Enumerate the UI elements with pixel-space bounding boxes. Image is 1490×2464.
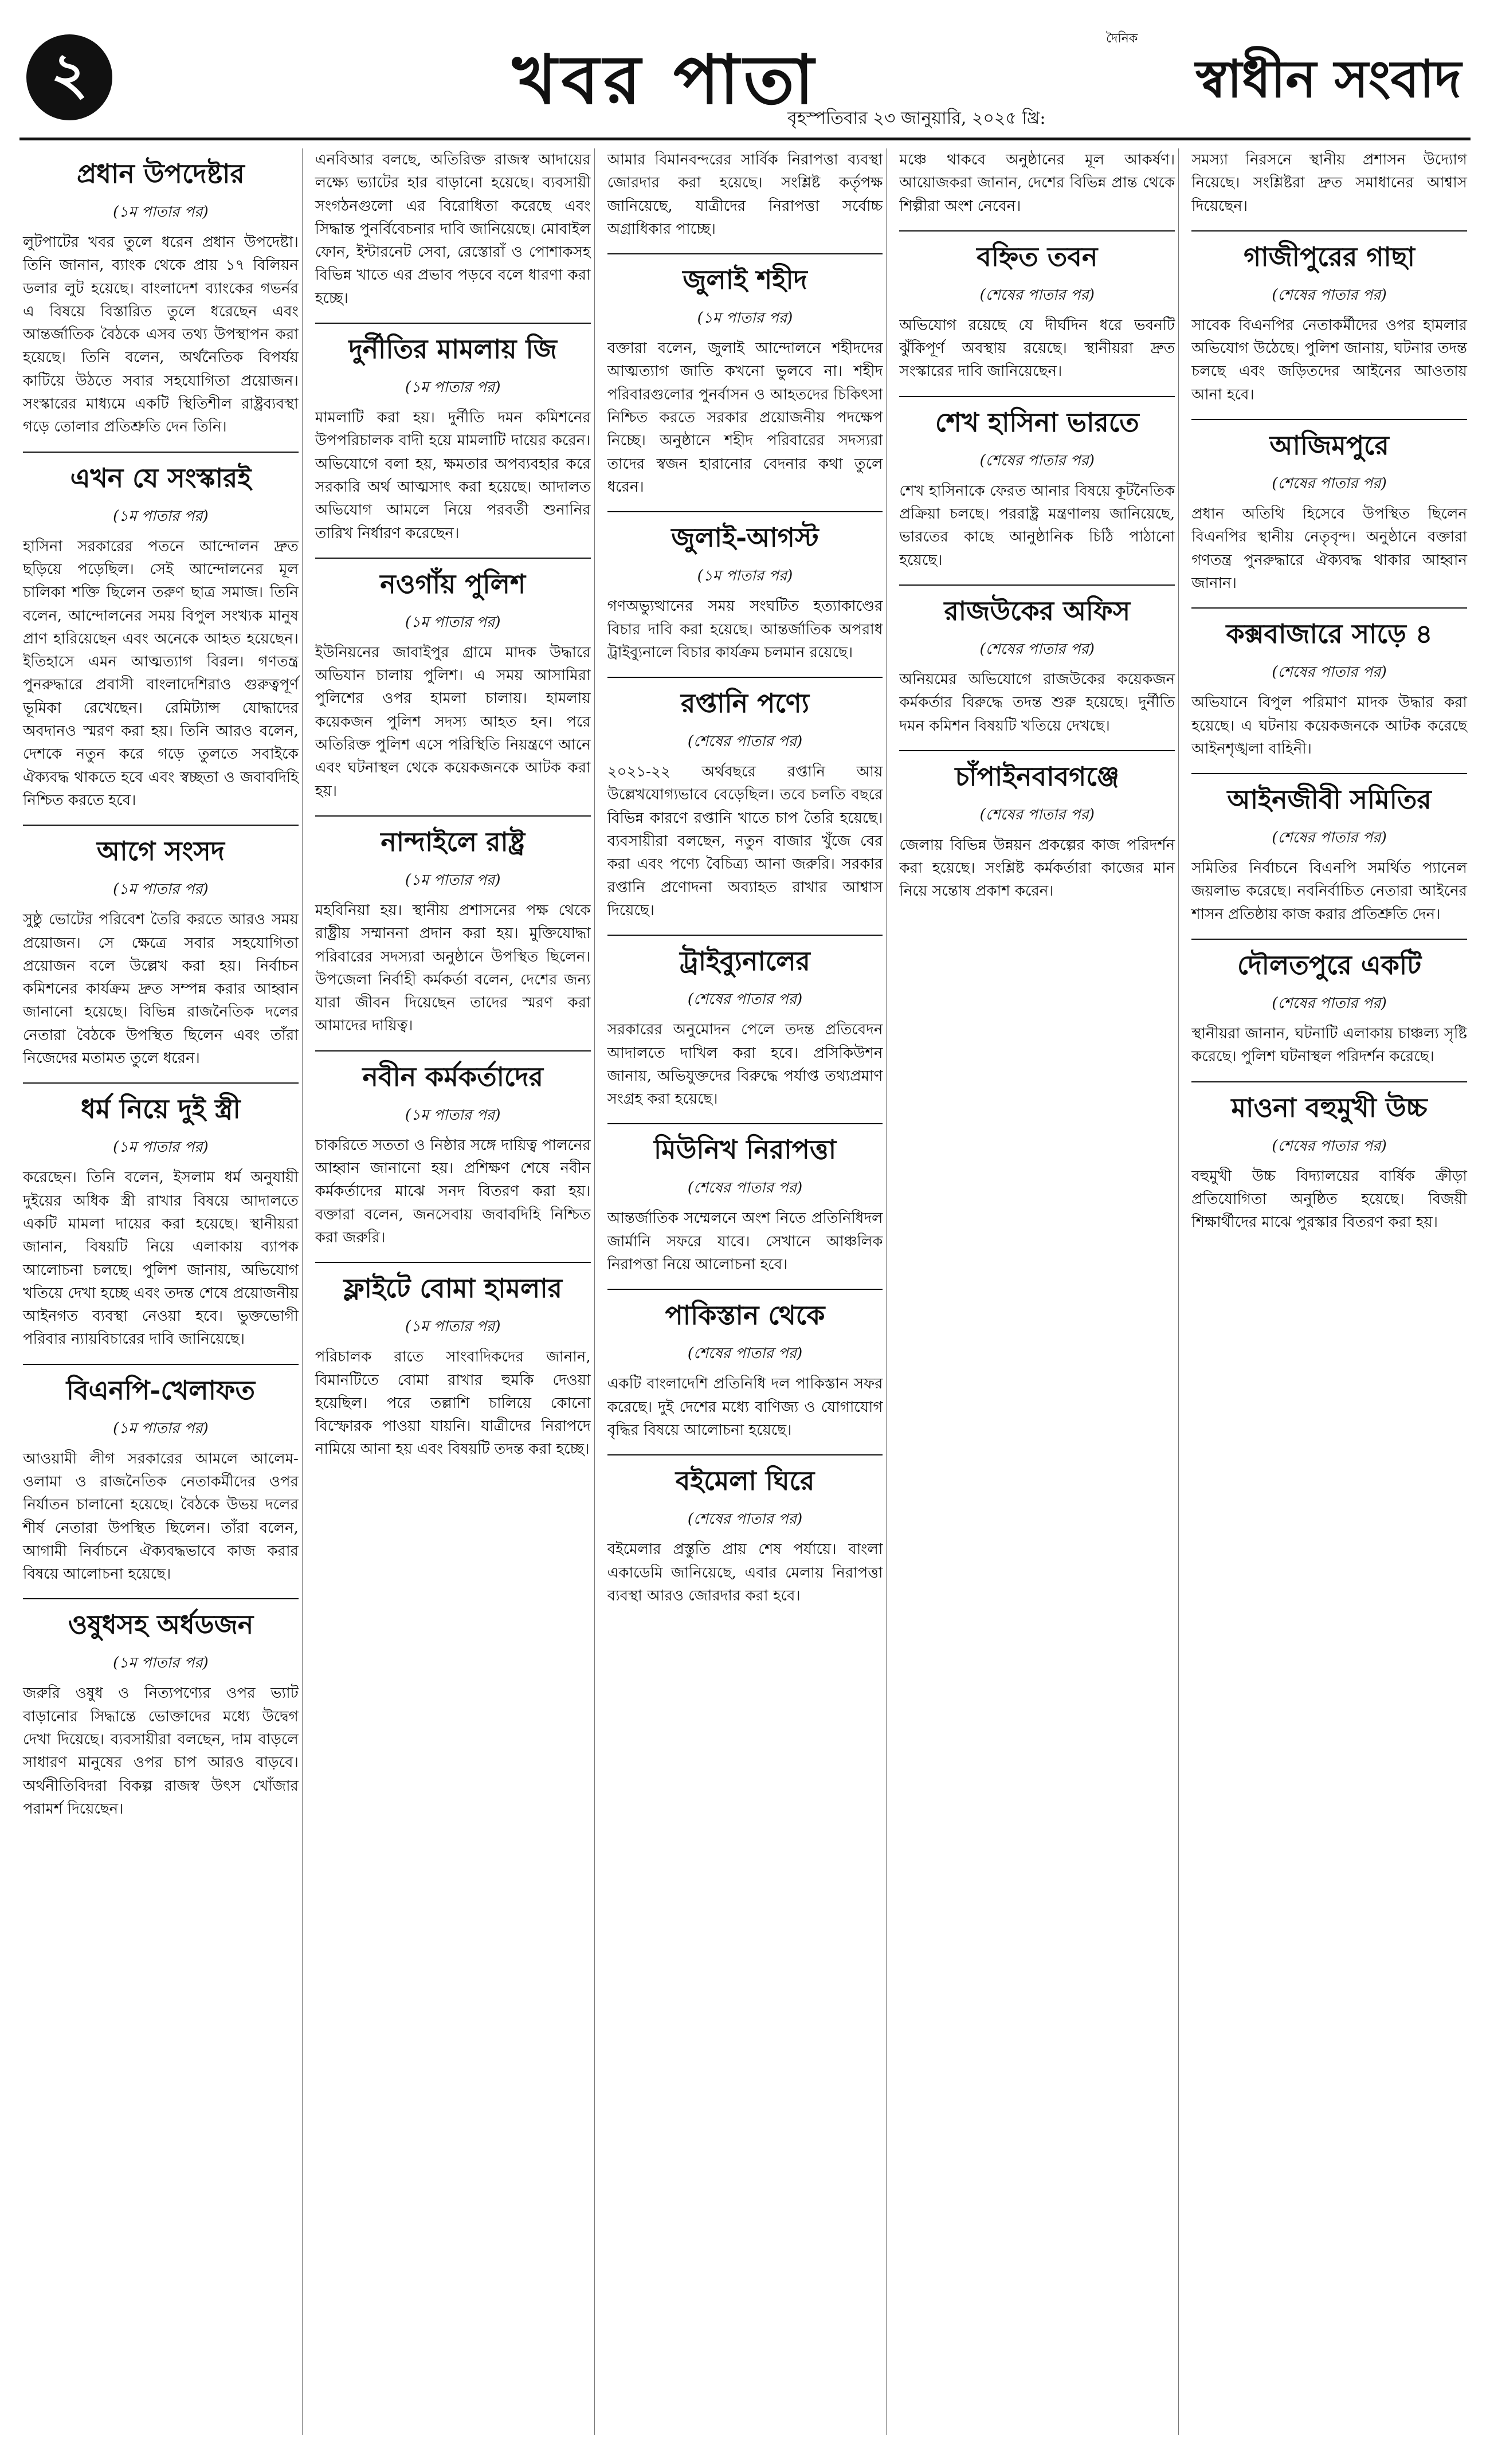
article-headline[interactable]: দৌলতপুরে একটি	[1191, 939, 1467, 989]
article-body: সমস্যা নিরসনে স্থানীয় প্রশাসন উদ্যোগ নিয়েছে। সংশ্লিষ্টরা দ্রুত সমাধানের আশ্বাস দিয়েছেন।	[1191, 151, 1467, 215]
news-article	[23, 1598, 299, 1820]
news-article	[315, 1050, 591, 1249]
continuation-note: (শেষের পাতার পর)	[1272, 475, 1387, 493]
article-body: সুষ্ঠু ভোটের পরিবেশ তৈরি করতে আরও সময় প্রয়োজন। সে ক্ষেত্রে সবার সহযোগিতা প্রয়োজন বলে উল্লেখ করা হয়। নির্বাচন কমিশনের কার্যক্রম দ্রুত সম্পন্ন করার আহ্বান জানানো হয়েছে। বিভিন্ন রাজনৈতিক দলের নেতারা বৈঠকে উপস্থিত ছিলেন এবং তাঁরা নিজেদের মতামত তুলে ধরেন।	[23, 911, 299, 1068]
news-article	[23, 1364, 299, 1586]
article-body: অনিয়মের অভিযোগে রাজউকের কয়েকজন কর্মকর্তার বিরুদ্ধে তদন্ত শুরু হয়েছে। দুর্নীতি দমন কমিশন বিষয়টি খতিয়ে দেখছে।	[899, 670, 1175, 735]
article-headline[interactable]: শেখ হাসিনা ভারতে	[899, 396, 1175, 446]
article-body: মামলাটি করা হয়। দুর্নীতি দমন কমিশনের উপপরিচালক বাদী হয়ে মামলাটি দায়ের করেন। অভিযোগে বলা হয়, ক্ষমতার অপব্যবহার করে সরকারি অর্থ আত্মসাৎ করা হয়েছে। আদালত অভিযোগ আমলে নিয়ে পরবর্তী শুনানির তারিখ নির্ধারণ করেছেন।	[315, 409, 591, 542]
continuation-note: (শেষের পাতার পর)	[687, 1345, 803, 1363]
news-column	[1188, 148, 1471, 2435]
article-headline[interactable]: বিএনপি-খেলাফত	[23, 1364, 299, 1414]
news-column	[19, 148, 303, 2435]
continuation-note: (শেষের পাতার পর)	[1272, 829, 1387, 847]
article-body: বক্তারা বলেন, জুলাই আন্দোলনে শহীদদের আত্মত্যাগ জাতি কখনো ভুলবে না। শহীদ পরিবারগুলোর পুনর্বাসন ও আহতদের চিকিৎসা নিশ্চিত করতে সরকার প্রয়োজনীয় পদক্ষেপ নিচ্ছে। অনুষ্ঠানে শহীদ পরিবারের সদস্যরা তাদের স্বজন হারানোর বেদনার কথা তুলে ধরেন।	[607, 340, 883, 496]
newspaper-name: স্বাধীন সংবাদ	[1195, 49, 1461, 109]
article-headline[interactable]: ফ্লাইটে বোমা হামলার	[315, 1262, 591, 1312]
article-headline[interactable]: নান্দাইলে রাষ্ট্র	[315, 815, 591, 866]
continuation-note: (১ম পাতার পর)	[113, 1654, 209, 1672]
article-headline[interactable]: রপ্তানি পণ্যে	[607, 677, 883, 727]
article-body: অভিযানে বিপুল পরিমাণ মাদক উদ্ধার করা হয়েছে। এ ঘটনায় কয়েকজনকে আটক করেছে আইনশৃঙ্খলা বাহিনী।	[1191, 694, 1467, 758]
article-columns	[19, 148, 1471, 2435]
article-body: করেছেন। তিনি বলেন, ইসলাম ধর্ম অনুযায়ী দুইয়ের অধিক স্ত্রী রাখার বিষয়ে আদালতে একটি মামলা দায়ের করা হয়েছে। স্থানীয়রা জানান, বিষয়টি নিয়ে এলাকায় ব্যাপক আলোচনা চলছে। পুলিশ জানায়, অভিযোগ খতিয়ে দেখা হচ্ছে এবং তদন্ত শেষে প্রয়োজনীয় আইনগত ব্যবস্থা নেওয়া হবে। ভুক্তভোগী পরিবার ন্যায়বিচারের দাবি জানিয়েছে।	[23, 1169, 299, 1348]
article-headline[interactable]: এখন যে সংস্কারই	[23, 452, 299, 502]
news-article	[899, 230, 1175, 383]
article-body: মহবিনিয়া হয়। স্থানীয় প্রশাসনের পক্ষ থেকে রাষ্ট্রীয় সম্মাননা প্রদান করা হয়। মুক্তিযোদ্ধা পরিবারের সদস্যরা অনুষ্ঠানে উপস্থিত ছিলেন। উপজেলা নির্বাহী কর্মকর্তা বলেন, দেশের জন্য যারা জীবন দিয়েছেন তাদের স্মরণ করা আমাদের দায়িত্ব।	[315, 901, 591, 1035]
news-article	[899, 148, 1175, 218]
news-article	[899, 750, 1175, 903]
article-headline[interactable]: আজিমপুরে	[1191, 419, 1467, 469]
continuation-note: (শেষের পাতার পর)	[979, 452, 1095, 469]
article-headline[interactable]: গাজীপুরের গাছা	[1191, 230, 1467, 281]
news-column	[604, 148, 887, 2435]
article-headline[interactable]: চাঁপাইনবাবগঞ্জে	[899, 750, 1175, 801]
article-headline[interactable]: মাওনা বহুমুখী উচ্চ	[1191, 1081, 1467, 1132]
news-article	[607, 677, 883, 922]
article-headline[interactable]: জুলাই-আগস্ট	[607, 511, 883, 562]
news-article	[607, 935, 883, 1111]
article-headline[interactable]: ট্রাইব্যুনালের	[607, 935, 883, 985]
article-body: একটি বাংলাদেশি প্রতিনিধি দল পাকিস্তান সফর করেছে। দুই দেশের মধ্যে বাণিজ্য ও যোগাযোগ বৃদ্ধির বিষয়ে আলোচনা হয়েছে।	[607, 1375, 883, 1439]
news-article	[1191, 148, 1467, 218]
news-article	[607, 511, 883, 664]
issue-date: বৃহস্পতিবার ২৩ জানুয়ারি, ২০২৫ খ্রি:	[787, 108, 1046, 128]
news-article	[1191, 939, 1467, 1069]
news-column	[896, 148, 1179, 2435]
article-body: স্থানীয়রা জানান, ঘটনাটি এলাকায় চাঞ্চল্য সৃষ্টি করেছে। পুলিশ ঘটনাস্থল পরিদর্শন করেছে।	[1191, 1025, 1467, 1066]
news-article	[23, 154, 299, 439]
article-body: জেলায় বিভিন্ন উন্নয়ন প্রকল্পের কাজ পরিদর্শন করা হয়েছে। সংশ্লিষ্ট কর্মকর্তারা কাজের মান নিয়ে সন্তোষ প্রকাশ করেন।	[899, 836, 1175, 900]
continuation-note: (শেষের পাতার পর)	[687, 991, 803, 1009]
continuation-note: (১ম পাতার পর)	[697, 567, 793, 585]
news-article	[315, 558, 591, 803]
news-article	[607, 148, 883, 241]
news-article	[607, 1454, 883, 1607]
continuation-note: (১ম পাতার পর)	[405, 613, 501, 631]
article-body: বইমেলার প্রস্তুতি প্রায় শেষ পর্যায়ে। বাংলা একাডেমি জানিয়েছে, এবার মেলায় নিরাপত্তা ব্যবস্থা আরও জোরদার করা হবে।	[607, 1541, 883, 1604]
continuation-note: (১ম পাতার পর)	[113, 203, 209, 221]
article-headline[interactable]: আগে সংসদ	[23, 825, 299, 875]
continuation-note: (১ম পাতার পর)	[113, 1419, 209, 1437]
article-body: হাসিনা সরকারের পতনে আন্দোলন দ্রুত ছড়িয়ে পড়েছিল। সেই আন্দোলনের মূল চালিকা শক্তি ছিলেন তরুণ ছাত্র সমাজ। তিনি বলেন, আন্দোলনের সময় বিপুল সংখ্যক মানুষ প্রাণ হারিয়েছেন এবং অনেকে আহত হয়েছেন। ইতিহাসে এমন আত্মত্যাগ বিরল। গণতন্ত্র পুনরুদ্ধারে প্রবাসী বাংলাদেশিরাও গুরুত্বপূর্ণ ভূমিকা রেখেছেন। রেমিট্যান্স যোদ্ধাদের অবদানও স্মরণ করা হয়। তিনি আরও বলেন, দেশকে নতুন করে গড়ে তুলতে সবাইকে ঐক্যবদ্ধ থাকতে হবে এবং স্বচ্ছতা ও জবাবদিহি নিশ্চিত করতে হবে।	[23, 537, 299, 809]
news-article	[899, 584, 1175, 737]
continuation-note: (১ম পাতার পর)	[405, 1106, 501, 1124]
article-headline[interactable]: জুলাই শহীদ	[607, 253, 883, 304]
article-headline[interactable]: বইমেলা ঘিরে	[607, 1454, 883, 1505]
article-headline[interactable]: ওষুধসহ অর্ধডজন	[23, 1598, 299, 1649]
news-article	[1191, 1081, 1467, 1234]
article-body: গণঅভ্যুত্থানের সময় সংঘটিত হত্যাকাণ্ডের বিচার দাবি করা হয়েছে। আন্তর্জাতিক অপরাধ ট্রাইব্যুনালে বিচার কার্যক্রম চলমান রয়েছে।	[607, 598, 883, 661]
continuation-note: (শেষের পাতার পর)	[979, 286, 1095, 304]
news-article	[315, 148, 591, 310]
article-headline[interactable]: বহ্নিত তবন	[899, 230, 1175, 281]
continuation-note: (শেষের পাতার পর)	[1272, 995, 1387, 1013]
news-article	[23, 825, 299, 1070]
continuation-note: (১ম পাতার পর)	[113, 881, 209, 899]
article-body: পরিচালক রাতে সাংবাদিকদের জানান, বিমানটিতে বোমা রাখার হুমকি দেওয়া হয়েছিল। পরে তল্লাশি চালিয়ে কোনো বিস্ফোরক পাওয়া যায়নি। যাত্রীদের নিরাপদে নামিয়ে আনা হয় এবং বিষয়টি তদন্ত করা হচ্ছে।	[315, 1348, 591, 1458]
article-headline[interactable]: রাজউকের অফিস	[899, 584, 1175, 635]
article-headline[interactable]: পাকিস্তান থেকে	[607, 1289, 883, 1339]
news-column	[312, 148, 595, 2435]
news-article	[23, 452, 299, 813]
article-body: লুটপাটের খবর তুলে ধরেন প্রধান উপদেষ্টা। তিনি জানান, ব্যাংক থেকে প্রায় ১৭ বিলিয়ন ডলার লুট হয়েছে। বাংলাদেশ ব্যাংকের গভর্নর এ বিষয়ে বিস্তারিত তুলে ধরেছেন এবং আন্তর্জাতিক বৈঠকে এসব তথ্য উপস্থাপন করা হয়েছে। তিনি বলেন, অর্থনৈতিক বিপর্যয় কাটিয়ে উঠতে সবার সহযোগিতা প্রয়োজন। সংস্কারের মাধ্যমে একটি স্থিতিশীল রাষ্ট্রব্যবস্থা গড়ে তোলার প্রতিশ্রুতি দেন তিনি।	[23, 234, 299, 436]
news-article	[1191, 773, 1467, 926]
article-headline[interactable]: ধর্ম নিয়ে দুই স্ত্রী	[23, 1082, 299, 1133]
news-article	[315, 1262, 591, 1461]
news-article	[1191, 230, 1467, 406]
article-body: আন্তর্জাতিক সম্মেলনে অংশ নিতে প্রতিনিধিদল জার্মানি সফরে যাবে। সেখানে আঞ্চলিক নিরাপত্তা নিয়ে আলোচনা হবে।	[607, 1210, 883, 1274]
continuation-note: (শেষের পাতার পর)	[687, 1179, 803, 1197]
newspaper-brand	[1106, 29, 1461, 107]
article-body: মঞ্চে থাকবে অনুষ্ঠানের মূল আকর্ষণ। আয়োজকরা জানান, দেশের বিভিন্ন প্রান্ত থেকে শিল্পীরা অংশ নেবেন।	[899, 151, 1175, 215]
news-article	[315, 815, 591, 1038]
news-article	[1191, 419, 1467, 595]
article-headline[interactable]: কক্সবাজারে সাড়ে ৪	[1191, 607, 1467, 658]
edition-label: দৈনিক	[1106, 32, 1138, 46]
masthead	[19, 17, 1471, 140]
article-body: আমার বিমানবন্দরের সার্বিক নিরাপত্তা ব্যবস্থা জোরদার করা হয়েছে। সংশ্লিষ্ট কর্তৃপক্ষ জানিয়েছে, যাত্রীদের নিরাপত্তা সর্বোচ্চ অগ্রাধিকার পাচ্ছে।	[607, 151, 883, 238]
article-headline[interactable]: প্রধান উপদেষ্টার	[76, 158, 245, 189]
article-body: বহুমুখী উচ্চ বিদ্যালয়ের বার্ষিক ক্রীড়া প্রতিযোগিতা অনুষ্ঠিত হয়েছে। বিজয়ী শিক্ষার্থীদের মাঝে পুরস্কার বিতরণ করা হয়।	[1191, 1167, 1467, 1231]
article-body: জরুরি ওষুধ ও নিত্যপণ্যের ওপর ভ্যাট বাড়ানোর সিদ্ধান্তে ভোক্তাদের মধ্যে উদ্বেগ দেখা দিয়েছে। ব্যবসায়ীরা বলছেন, দাম বাড়লে সাধারণ মানুষের ওপর চাপ আরও বাড়বে। অর্থনীতিবিদরা বিকল্প রাজস্ব উৎস খোঁজার পরামর্শ দিয়েছেন।	[23, 1685, 299, 1818]
article-body: সমিতির নির্বাচনে বিএনপি সমর্থিত প্যানেল জয়লাভ করেছে। নবনির্বাচিত নেতারা আইনের শাসন প্রতিষ্ঠায় কাজ করার প্রতিশ্রুতি দেন।	[1191, 860, 1467, 923]
article-body: শেখ হাসিনাকে ফেরত আনার বিষয়ে কূটনৈতিক প্রক্রিয়া চলছে। পররাষ্ট্র মন্ত্রণালয় জানিয়েছে, ভারতের কাছে আনুষ্ঠানিক চিঠি পাঠানো হয়েছে।	[899, 482, 1175, 569]
news-article	[607, 1289, 883, 1442]
article-body: এনবিআর বলছে, অতিরিক্ত রাজস্ব আদায়ের লক্ষ্যে ভ্যাটের হার বাড়ানো হয়েছে। ব্যবসায়ী সংগঠনগুলো এর বিরোধিতা করেছে এবং সিদ্ধান্ত পুনর্বিবেচনার দাবি জানিয়েছে। মোবাইল ফোন, ইন্টারনেট সেবা, রেস্তোরাঁ ও পোশাকসহ বিভিন্ন খাতে এর প্রভাব পড়বে বলে ধারণা করা হচ্ছে।	[315, 151, 591, 307]
news-article	[315, 323, 591, 545]
section-title: খবর পাতা	[512, 40, 819, 119]
article-body: সরকারের অনুমোদন পেলে তদন্ত প্রতিবেদন আদালতে দাখিল করা হবে। প্রসিকিউশন জানায়, অভিযুক্তদের বিরুদ্ধে পর্যাপ্ত তথ্যপ্রমাণ সংগ্রহ করা হয়েছে।	[607, 1021, 883, 1108]
news-article	[899, 396, 1175, 572]
article-body: আওয়ামী লীগ সরকারের আমলে আলেম-ওলামা ও রাজনৈতিক নেতাকর্মীদের ওপর নির্যাতন চালানো হয়েছে। বৈঠকে উভয় দলের শীর্ষ নেতারা উপস্থিত ছিলেন। তাঁরা বলেন, আগামী নির্বাচনে ঐক্যবদ্ধভাবে কাজ করার বিষয়ে আলোচনা হয়েছে।	[23, 1450, 299, 1583]
news-article	[23, 1082, 299, 1351]
continuation-note: (শেষের পাতার পর)	[1272, 664, 1387, 681]
continuation-note: (শেষের পাতার পর)	[1272, 286, 1387, 304]
news-article	[1191, 607, 1467, 760]
article-body: চাকরিতে সততা ও নিষ্ঠার সঙ্গে দায়িত্ব পালনের আহ্বান জানানো হয়। প্রশিক্ষণ শেষে নবীন কর্মকর্তাদের মাঝে সনদ বিতরণ করা হয়। বক্তারা বলেন, জনসেবায় জবাবদিহি নিশ্চিত করা জরুরি।	[315, 1136, 591, 1246]
continuation-note: (শেষের পাতার পর)	[1272, 1137, 1387, 1155]
article-body: অভিযোগ রয়েছে যে দীর্ঘদিন ধরে ভবনটি ঝুঁকিপূর্ণ অবস্থায় রয়েছে। স্থানীয়রা দ্রুত সংস্কারের দাবি জানিয়েছেন।	[899, 316, 1175, 380]
continuation-note: (১ম পাতার পর)	[113, 507, 209, 525]
article-headline[interactable]: নওগাঁয় পুলিশ	[315, 558, 591, 608]
article-body: ইউনিয়নের জাবাইপুর গ্রামে মাদক উদ্ধারে অভিযান চালায় পুলিশ। এ সময় আসামিরা পুলিশের ওপর হামলা চালায়। হামলায় কয়েকজন পুলিশ সদস্য আহত হন। পরে অতিরিক্ত পুলিশ এসে পরিস্থিতি নিয়ন্ত্রণে আনে এবং ঘটনাস্থল থেকে কয়েকজনকে আটক করা হয়।	[315, 644, 591, 800]
continuation-note: (শেষের পাতার পর)	[979, 806, 1095, 823]
article-body: প্রধান অতিথি হিসেবে উপস্থিত ছিলেন বিএনপির স্থানীয় নেতৃবৃন্দ। অনুষ্ঠানে বক্তারা গণতন্ত্র পুনরুদ্ধারে ঐক্যবদ্ধ থাকার আহ্বান জানান।	[1191, 505, 1467, 592]
page-number: ২	[26, 34, 112, 120]
continuation-note: (শেষের পাতার পর)	[687, 733, 803, 751]
article-headline[interactable]: মিউনিখ নিরাপত্তা	[607, 1123, 883, 1174]
article-body: ২০২১-২২ অর্থবছরে রপ্তানি আয় উল্লেখযোগ্যভাবে বেড়েছিল। তবে চলতি বছরে বিভিন্ন কারণে রপ্তানি খাতে চাপ তৈরি হয়েছে। ব্যবসায়ীরা বলছেন, নতুন বাজার খুঁজে বের করা এবং পণ্যে বৈচিত্র্য আনা জরুরি। সরকার রপ্তানি প্রণোদনা অব্যাহত রাখার আশ্বাস দিয়েছে।	[607, 763, 883, 919]
continuation-note: (১ম পাতার পর)	[113, 1139, 209, 1156]
news-article	[607, 1123, 883, 1276]
article-body: সাবেক বিএনপির নেতাকর্মীদের ওপর হামলার অভিযোগ উঠেছে। পুলিশ জানায়, ঘটনার তদন্ত চলছে এবং জড়িতদের আইনের আওতায় আনা হবে।	[1191, 316, 1467, 403]
continuation-note: (শেষের পাতার পর)	[979, 640, 1095, 658]
continuation-note: (শেষের পাতার পর)	[687, 1510, 803, 1528]
article-headline[interactable]: দুর্নীতির মামলায় জি	[315, 323, 591, 373]
continuation-note: (১ম পাতার পর)	[405, 379, 501, 397]
article-headline[interactable]: নবীন কর্মকর্তাদের	[315, 1050, 591, 1101]
news-article	[607, 253, 883, 499]
continuation-note: (১ম পাতার পর)	[405, 1318, 501, 1336]
article-headline[interactable]: আইনজীবী সমিতির	[1191, 773, 1467, 823]
continuation-note: (১ম পাতার পর)	[697, 309, 793, 327]
continuation-note: (১ম পাতার পর)	[405, 871, 501, 889]
